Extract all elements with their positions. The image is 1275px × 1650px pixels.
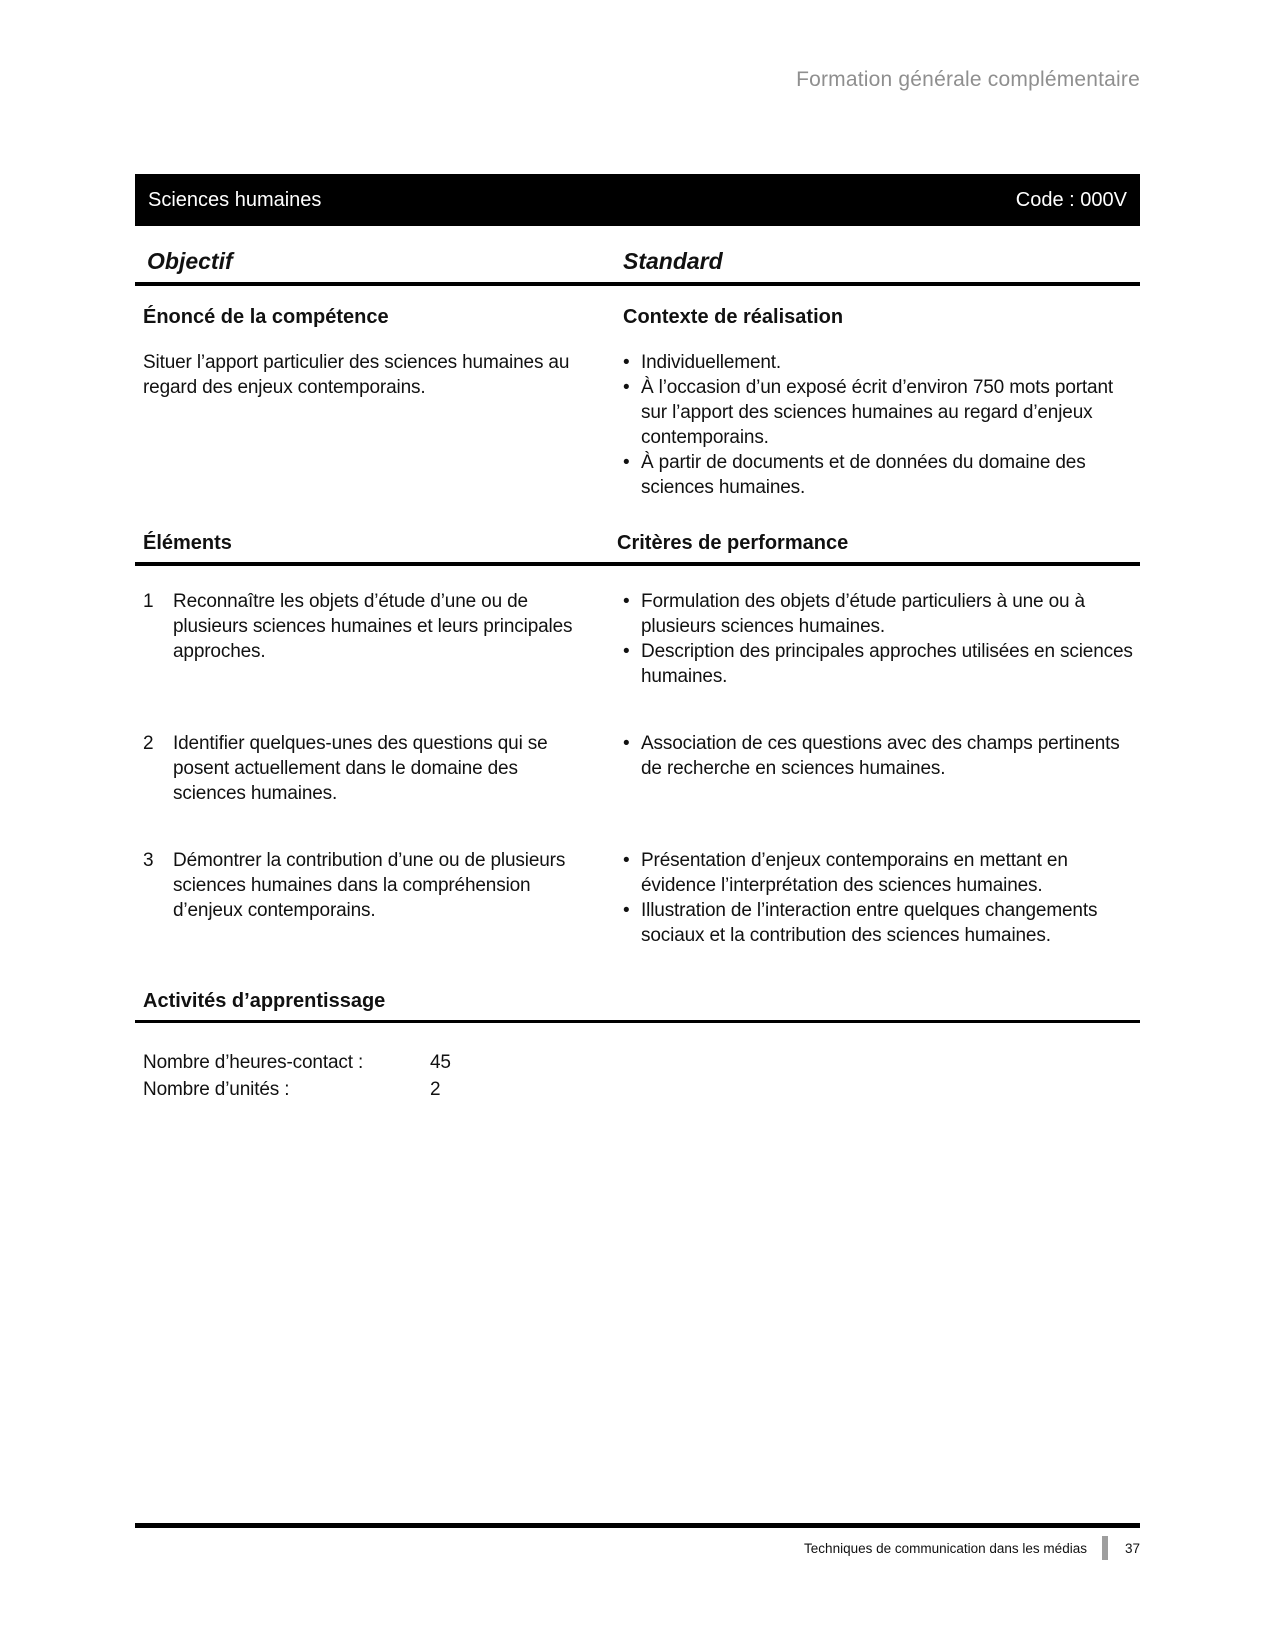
page-footer bbox=[135, 1523, 1140, 1560]
criteria-list bbox=[617, 589, 1140, 689]
elements-criteres-rule bbox=[135, 562, 1140, 566]
criteria-list bbox=[617, 731, 1140, 806]
bullet-icon bbox=[623, 898, 641, 948]
element-text: Identifier quelques-unes des questions qui se posent actuellement dans le domaine des sciences humaines. bbox=[173, 733, 548, 804]
hours-row bbox=[143, 1049, 1140, 1076]
program-name: Formation générale complémentaire bbox=[796, 68, 1140, 91]
criteria-item: • Illustration de l’interaction entre quelques changements sociaux et la contribution des sciences humaines. bbox=[623, 898, 1140, 948]
element-text: Démontrer la contribution d’une ou de plusieurs sciences humaines dans la compréhension d’enjeux contemporains. bbox=[173, 850, 566, 921]
element-text: Reconnaître les objets d’étude d’une ou de plusieurs sciences humaines et leurs principales approches. bbox=[173, 591, 573, 662]
activites-rows bbox=[135, 1049, 1140, 1103]
criteria-item: • Association de ces questions avec des champs pertinents de recherche en sciences humaines. bbox=[623, 731, 1140, 781]
criteria-item: • Description des principales approches utilisées en sciences humaines. bbox=[623, 639, 1140, 689]
course-banner bbox=[135, 174, 1140, 226]
element-number: 3 bbox=[143, 850, 154, 871]
bullet-icon bbox=[623, 589, 641, 639]
subheadings-row bbox=[135, 306, 1140, 329]
competence-context-row bbox=[135, 350, 1140, 500]
hours-label: Nombre d’heures-contact : bbox=[143, 1052, 364, 1073]
activites-heading: Activités d’apprentissage bbox=[143, 990, 386, 1012]
element-item bbox=[135, 731, 617, 806]
criteria-item: • Formulation des objets d’étude particuliers à une ou à plusieurs sciences humaines. bbox=[623, 589, 1140, 639]
standard-title: Standard bbox=[623, 248, 723, 274]
footer-program-text: Techniques de communication dans les médias bbox=[804, 1540, 1087, 1556]
page-number: 37 bbox=[1124, 1540, 1140, 1556]
course-title: Sciences humaines bbox=[148, 188, 322, 211]
page-content bbox=[135, 0, 1140, 1103]
footer-divider-bar bbox=[1102, 1536, 1108, 1560]
enonce-heading: Énoncé de la compétence bbox=[143, 306, 389, 328]
objectif-title: Objectif bbox=[147, 248, 233, 274]
enonce-text: Situer l’apport particulier des sciences humaines au regard des enjeux contemporains. bbox=[143, 352, 570, 398]
criteres-heading: Critères de performance bbox=[617, 532, 849, 554]
element-item bbox=[135, 589, 617, 689]
bullet-icon bbox=[623, 375, 641, 450]
element-row-1 bbox=[135, 589, 1140, 689]
element-row-3 bbox=[135, 848, 1140, 948]
contexte-heading: Contexte de réalisation bbox=[623, 306, 844, 328]
contexte-item: • À l’occasion d’un exposé écrit d’environ 750 mots portant sur l’apport des sciences humaines au regard d’enjeux contemporains. bbox=[623, 375, 1140, 450]
element-item bbox=[135, 848, 617, 948]
criteria-list bbox=[617, 848, 1140, 948]
units-label: Nombre d’unités : bbox=[143, 1079, 290, 1100]
elements-heading: Éléments bbox=[143, 532, 232, 554]
activites-section bbox=[135, 990, 1140, 1103]
criteria-item: • Présentation d’enjeux contemporains en mettant en évidence l’interprétation des sciences humaines. bbox=[623, 848, 1140, 898]
elements-rows bbox=[135, 589, 1140, 948]
units-value: 2 bbox=[430, 1079, 441, 1100]
element-number: 2 bbox=[143, 733, 154, 754]
footer-rule bbox=[135, 1523, 1140, 1528]
bullet-icon bbox=[623, 639, 641, 689]
hours-value: 45 bbox=[430, 1052, 451, 1073]
activites-rule bbox=[135, 1020, 1140, 1023]
course-code: Code : 000V bbox=[1015, 188, 1127, 211]
units-row bbox=[143, 1076, 1140, 1103]
bullet-icon bbox=[623, 731, 641, 781]
element-number: 1 bbox=[143, 591, 154, 612]
contexte-item: • À partir de documents et de données du domaine des sciences humaines. bbox=[623, 450, 1140, 500]
objectif-standard-header bbox=[135, 248, 1140, 286]
contexte-list bbox=[617, 350, 1140, 500]
objectif-standard-rule bbox=[135, 282, 1140, 286]
bullet-icon bbox=[623, 350, 641, 375]
elements-criteres-header bbox=[135, 532, 1140, 566]
element-row-2 bbox=[135, 731, 1140, 806]
bullet-icon bbox=[623, 450, 641, 500]
bullet-icon bbox=[623, 848, 641, 898]
running-header bbox=[135, 0, 1140, 92]
contexte-item: • Individuellement. bbox=[623, 350, 1140, 375]
